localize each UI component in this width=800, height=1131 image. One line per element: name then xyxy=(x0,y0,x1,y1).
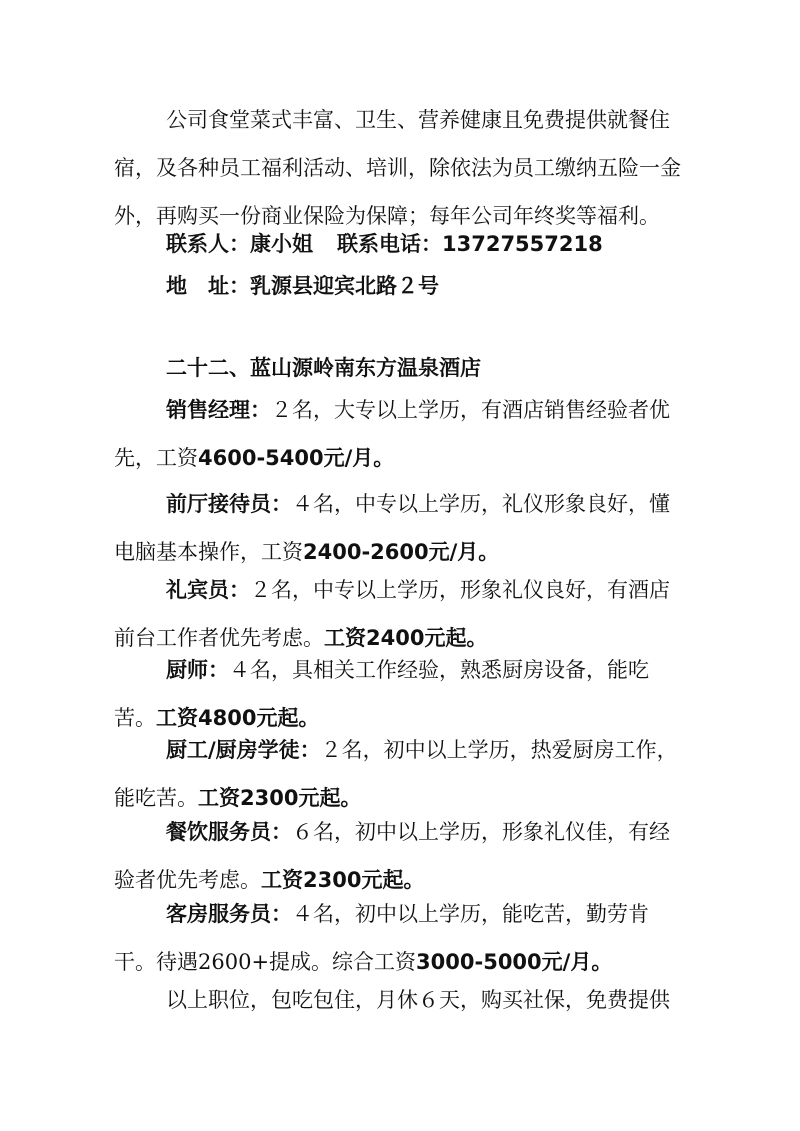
job-salary: 4600-5400元/月。 xyxy=(198,446,395,470)
job-item-sales-manager xyxy=(114,386,686,482)
contact-person: 联系人：康小姐 xyxy=(166,232,313,256)
job-desc: ２名，初中以上学历，热爱厨房工作，能吃苦。 xyxy=(114,738,678,810)
contact-line xyxy=(166,228,603,260)
job-title: 厨师： xyxy=(166,658,229,682)
job-item-front-desk xyxy=(114,480,686,576)
closing-paragraph: 以上职位，包吃包住，月休６天，购买社保，免费提供 xyxy=(166,988,670,1012)
job-title: 餐饮服务员： xyxy=(166,820,292,844)
job-salary: 工资2300元起。 xyxy=(261,868,425,892)
job-title: 厨工/厨房学徒： xyxy=(166,738,321,762)
job-desc: ６名，初中以上学历，形象礼仪佳，有经验者优先考虑。 xyxy=(114,820,670,892)
section-heading: 二十二、蓝山源岭南东方温泉酒店 xyxy=(166,356,481,380)
address-line: 地 址：乳源县迎宾北路２号 xyxy=(166,274,439,298)
job-title: 销售经理： xyxy=(166,398,271,422)
job-title: 礼宾员： xyxy=(166,578,250,602)
contact-phone: 联系电话：13727557218 xyxy=(337,232,603,256)
job-desc: ２名，大专以上学历，有酒店销售经验者优先，工资 xyxy=(114,398,670,470)
job-salary: 工资2300元起。 xyxy=(198,786,362,810)
job-salary: 3000-5000元/月。 xyxy=(416,950,613,974)
job-item-housekeeping xyxy=(114,890,686,986)
job-salary: 工资4800元起。 xyxy=(156,706,320,730)
job-desc: ４名，初中以上学历，能吃苦，勤劳肯干。待遇2600+提成。综合工资 xyxy=(114,902,649,974)
job-salary: 2400-2600元/月。 xyxy=(303,540,500,564)
job-desc: ４名，具相关工作经验，熟悉厨房设备，能吃苦。 xyxy=(114,658,649,730)
job-desc: ２名，中专以上学历，形象礼仪良好，有酒店前台工作者优先考虑。 xyxy=(114,578,670,650)
job-salary: 工资2400元起。 xyxy=(324,626,488,650)
job-title: 客房服务员： xyxy=(166,902,292,926)
job-title: 前厅接待员： xyxy=(166,492,292,516)
job-desc: ４名，中专以上学历，礼仪形象良好，懂电脑基本操作，工资 xyxy=(114,492,670,564)
welfare-paragraph: 公司食堂菜式丰富、卫生、营养健康且免费提供就餐住宿，及各种员工福利活动、培训，除依法为员工缴纳五险一金外，再购买一份商业保险为保障；每年公司年终奖等福利。 xyxy=(114,108,681,228)
